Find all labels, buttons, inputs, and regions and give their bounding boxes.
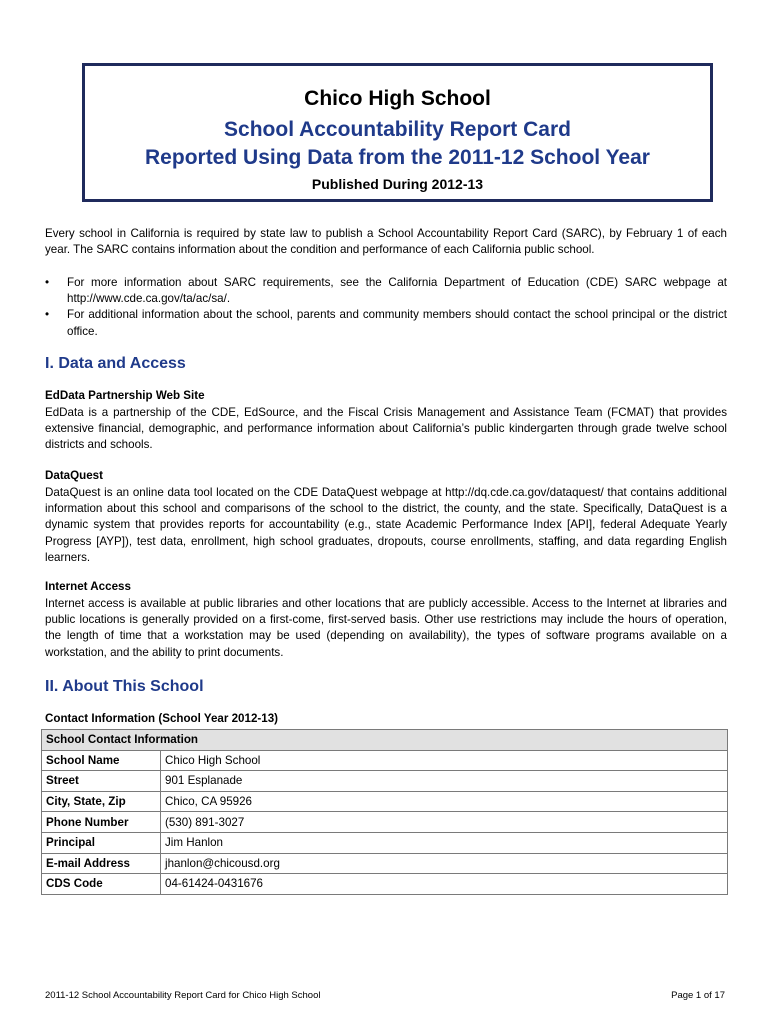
table-header-row — [42, 730, 728, 751]
section-heading-data-access: I. Data and Access — [45, 355, 186, 372]
list-item — [45, 307, 727, 339]
footer-title: 2011-12 School Accountability Report Card for Chico High School — [45, 990, 321, 1001]
table-row — [42, 791, 728, 812]
report-title: School Accountability Report Card — [224, 118, 571, 141]
table-header: School Contact Information — [42, 730, 728, 751]
table-row — [42, 812, 728, 833]
row-value: 901 Esplanade — [161, 771, 728, 792]
section-heading-about-school: II. About This School — [45, 678, 204, 695]
row-value: 04-61424-0431676 — [161, 874, 728, 895]
row-value: Jim Hanlon — [161, 832, 728, 853]
row-label: Phone Number — [42, 812, 161, 833]
internet-access-paragraph: Internet access is available at public libraries and other locations that are publicly accessible. Access to the Internet at libraries and public locations is generally provided on a first-come, first-served basis. Other use restrictions may include the hours of operation, the length of time that a workstation may be used (depending on availability), the types of software programs available on a workstation, and the ability to print documents. — [45, 597, 727, 659]
row-label: City, State, Zip — [42, 791, 161, 812]
title-box — [82, 63, 713, 202]
bullet-text: For additional information about the school, parents and community members should contact the school principal or the district office. — [67, 308, 727, 338]
bullet-text: For more information about SARC requirements, see the California Department of Education (CDE) SARC webpage at http://www.cde.ca.gov/ta/ac/sa/. — [67, 276, 727, 306]
page-number: Page 1 of 17 — [671, 990, 725, 1001]
table-row — [42, 750, 728, 771]
school-title: Chico High School — [304, 87, 491, 110]
contact-info-heading: Contact Information (School Year 2012-13) — [45, 712, 279, 725]
table-row — [42, 832, 728, 853]
row-label: E-mail Address — [42, 853, 161, 874]
bullet-icon: • — [45, 276, 50, 289]
dataquest-heading: DataQuest — [45, 469, 103, 482]
intro-paragraph: Every school in California is required by state law to publish a School Accountability Report Card (SARC), by February 1 of each year. The SARC contains information about the condition and performance of each California public school. — [45, 227, 727, 257]
eddata-heading: EdData Partnership Web Site — [45, 389, 205, 402]
eddata-paragraph: EdData is a partnership of the CDE, EdSource, and the Fiscal Crisis Management and Assistance Team (FCMAT) that provides extensive financial, demographic, and performance information about California’s public kindergarten through grade twelve school districts and schools. — [45, 406, 727, 452]
bullet-list — [45, 275, 727, 340]
row-value: Chico High School — [161, 750, 728, 771]
row-value: Chico, CA 95926 — [161, 791, 728, 812]
contact-table — [41, 729, 728, 895]
published-subtitle: Published During 2012-13 — [311, 176, 484, 192]
row-label: Principal — [42, 832, 161, 853]
reported-year-title: Reported Using Data from the 2011-12 School Year — [145, 146, 650, 169]
list-item — [45, 275, 727, 307]
row-value: jhanlon@chicousd.org — [161, 853, 728, 874]
row-label: CDS Code — [42, 874, 161, 895]
table-row — [42, 853, 728, 874]
table-row — [42, 771, 728, 792]
internet-access-heading: Internet Access — [45, 580, 131, 593]
dataquest-paragraph: DataQuest is an online data tool located on the CDE DataQuest webpage at http://dq.cde.ca.gov/dataquest/ that contains additional information about this school and comparisons of the school to the district, the county, and the state. Specifically, DataQuest is a dynamic system that provides reports for accountability (e.g., state Academic Performance Index [API], federal Adequate Yearly Progress [AYP]), test data, enrollment, high school graduates, dropouts, course enrollments, staffing, and data regarding English learners. — [45, 486, 727, 564]
bullet-icon: • — [45, 308, 50, 322]
row-value: (530) 891-3027 — [161, 812, 728, 833]
row-label: Street — [42, 771, 161, 792]
table-row — [42, 874, 728, 895]
row-label: School Name — [42, 750, 161, 771]
